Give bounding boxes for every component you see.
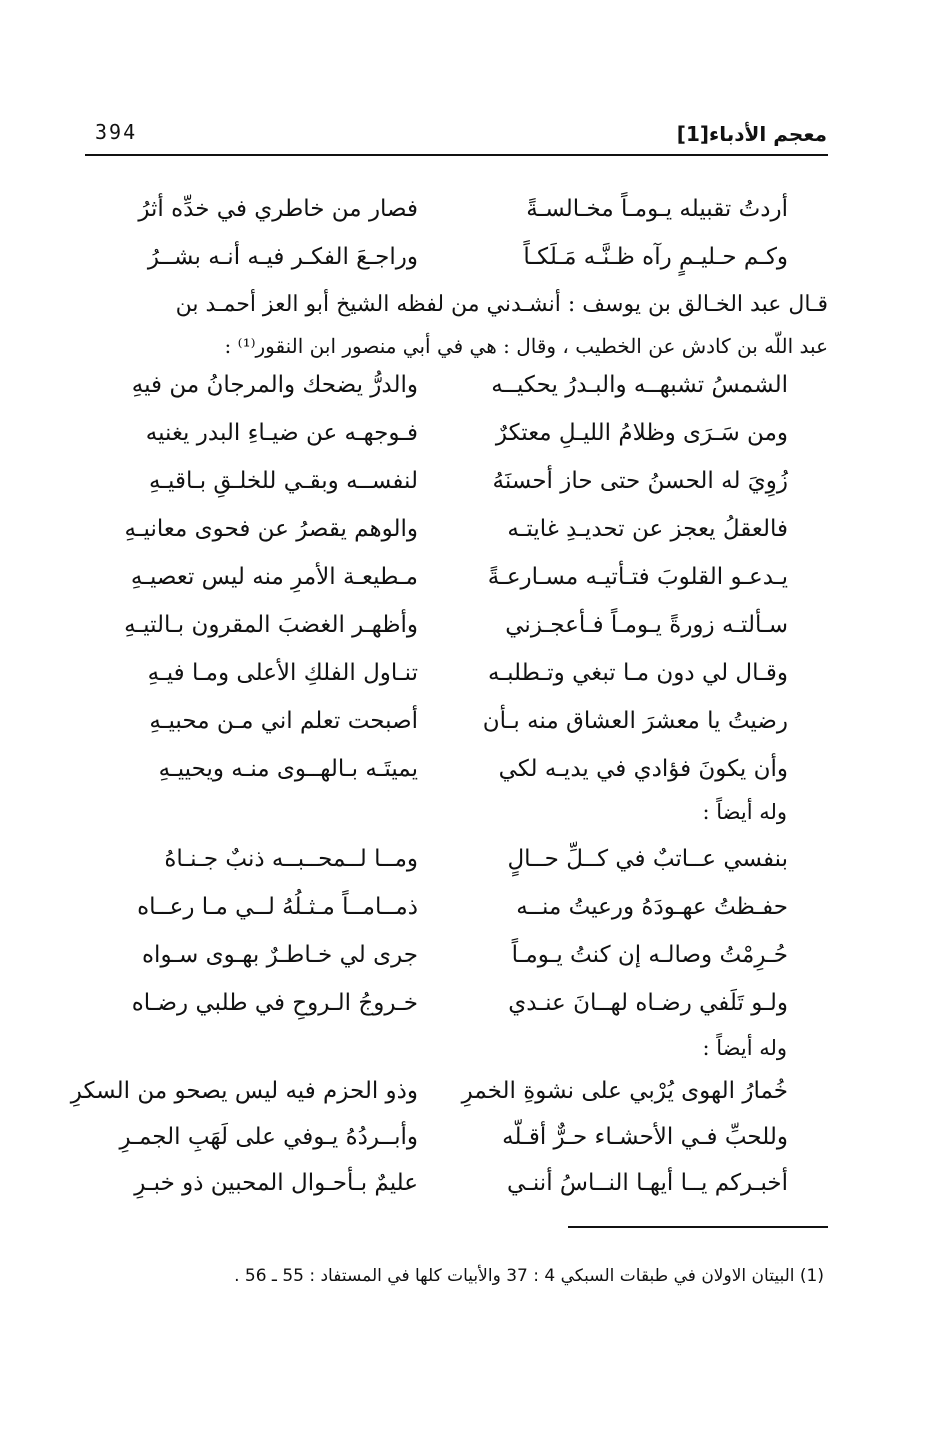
verse-first-hemistich: وقـال لي دون مـا تبغي وتـطلبـه xyxy=(488,660,788,686)
verse-line xyxy=(85,1170,828,1214)
verse-second-hemistich: وأبــردُهُ يـوفي على لَهَبِ الجمـرِ xyxy=(119,1124,418,1150)
verse-second-hemistich: وذو الحزم فيه ليس يصحو من السكرِ xyxy=(70,1078,418,1104)
verse-line xyxy=(85,990,828,1034)
verse-second-hemistich: فصار من خاطري في خدِّه أثرُ xyxy=(138,196,418,222)
verse-second-hemistich: فـوجهـه عن ضيـاءِ البدر يغنيه xyxy=(145,420,418,446)
verse-line xyxy=(85,708,828,752)
verse-first-hemistich: يـدعـو القلوبَ فتـأتيـه مسـارعـةً xyxy=(487,564,788,590)
running-header-title: معجم الأدباء[1] xyxy=(676,122,827,146)
verse-first-hemistich: ومن سَـرَى وظلامُ الليـلِ معتكرٌ xyxy=(495,420,788,446)
prose-line: قـال عبد الخـالق بن يوسف : أنشـدني من لفظه الشيخ أبو العز أحمـد بن xyxy=(175,292,828,317)
verse-first-hemistich: خُمارُ الهوى يُرْبي على نشوةِ الخمرِ xyxy=(461,1078,788,1104)
verse-second-hemistich: وراجـعَ الفكـر فيـه أنـه بشــرُ xyxy=(147,244,418,270)
verse-line xyxy=(85,516,828,560)
verse-second-hemistich: عليمٌ بـأحـوال المحبين ذو خبـرِ xyxy=(134,1170,418,1196)
verse-line xyxy=(85,244,828,288)
verse-first-hemistich: وكـم حـليـمٍ رآه ظـنَّـه مَـلَكـاً xyxy=(523,244,788,270)
verse-line xyxy=(85,372,828,416)
verse-line xyxy=(85,612,828,656)
verse-line xyxy=(85,660,828,704)
section-label: وله أيضاً : xyxy=(702,800,787,824)
verse-first-hemistich: أردتُ تقبيله يـومـاً مخـالسـةً xyxy=(526,196,788,222)
verse-line xyxy=(85,894,828,938)
verse-second-hemistich: مـطيعـة الأمرِ منه ليس تعصيـهِ xyxy=(130,564,418,590)
verse-first-hemistich: وأن يكونَ فؤادي في يديـه لكي xyxy=(498,756,788,782)
verse-first-hemistich: حفـظتُ عهـودَهُ ورعيتُ منــه xyxy=(516,894,788,920)
footnote-rule xyxy=(568,1226,828,1228)
verse-first-hemistich: أخبـركم يــا أيهـا النــاسُ أننـي xyxy=(506,1170,788,1196)
verse-second-hemistich: جرى لي خـاطـرٌ بهـوى سـواه xyxy=(142,942,418,968)
verse-second-hemistich: خـروجُ الـروحِ في طلبي رضـاه xyxy=(131,990,418,1016)
verse-line xyxy=(85,1124,828,1168)
verse-line xyxy=(70,1078,828,1122)
verse-first-hemistich: وللحبِّ فـي الأحشـاء حـرٌّ أقـلّه xyxy=(502,1124,788,1150)
prose-line: عبد اللّه بن كادش عن الخطيب ، وقال : هي في أبي منصور ابن النقور⁽¹⁾ : xyxy=(224,334,828,358)
verse-line xyxy=(85,468,828,512)
verse-first-hemistich: رضيتُ يا معشرَ العشاق منه بـأن xyxy=(482,708,788,734)
verse-second-hemistich: أصبحت تعلم اني مـن محبيـهِ xyxy=(149,708,418,734)
verse-first-hemistich: زُوِيَ له الحسنُ حتى حاز أحسنَهُ xyxy=(492,468,788,494)
page-number: 394 xyxy=(95,120,138,144)
verse-line xyxy=(85,196,828,240)
verse-line xyxy=(85,756,828,800)
verse-second-hemistich: يميتَـه بـالهــوى منـه ويحييـهِ xyxy=(158,756,418,782)
verse-first-hemistich: سـألتـه زورةً يـومـاً فـأعجـزني xyxy=(505,612,788,638)
verse-second-hemistich: تنـاول الفلكِ الأعلى ومـا فيـهِ xyxy=(147,660,418,686)
verse-second-hemistich: لنفســه وبقـي للخلـقِ بـاقيـهِ xyxy=(148,468,418,494)
verse-first-hemistich: الشمسُ تشبهــه والبـدرُ يحكيــه xyxy=(491,372,788,398)
verse-first-hemistich: ولـو تَلَفي رضـاه لهــانَ عنـدي xyxy=(508,990,788,1016)
verse-line xyxy=(85,942,828,986)
verse-second-hemistich: ومــا لــمحــبــه ذنبٌ جـنـاهُ xyxy=(164,846,418,872)
verse-first-hemistich: حُـرِمْتُ وصالـه إن كنتُ يـومـاً xyxy=(511,942,788,968)
verse-first-hemistich: بنفسي عــاتبٌ في كــلِّ حــالٍ xyxy=(507,846,788,872)
footnote: (1) البيتان الاولان في طبقات السبكي 4 : 37 والأبيات كلها في المستفاد : 55 ـ 56 . xyxy=(234,1266,824,1286)
verse-second-hemistich: والوهم يقصرُ عن فحوى معانيـهِ xyxy=(124,516,418,542)
verse-first-hemistich: فالعقلُ يعجز عن تحديـدِ غايتـه xyxy=(507,516,788,542)
verse-second-hemistich: وأظهـر الغضبَ المقرون بـالتيـهِ xyxy=(124,612,418,638)
section-label: وله أيضاً : xyxy=(702,1036,787,1060)
verse-line xyxy=(85,564,828,608)
verse-second-hemistich: ذمــامــاً مـثـلُهُ لــي مـا رعــاه xyxy=(137,894,418,920)
verse-second-hemistich: والدرُّ يضحك والمرجانُ من فيهِ xyxy=(131,372,418,398)
header-rule xyxy=(85,154,828,156)
verse-line xyxy=(85,420,828,464)
verse-line xyxy=(85,846,828,890)
